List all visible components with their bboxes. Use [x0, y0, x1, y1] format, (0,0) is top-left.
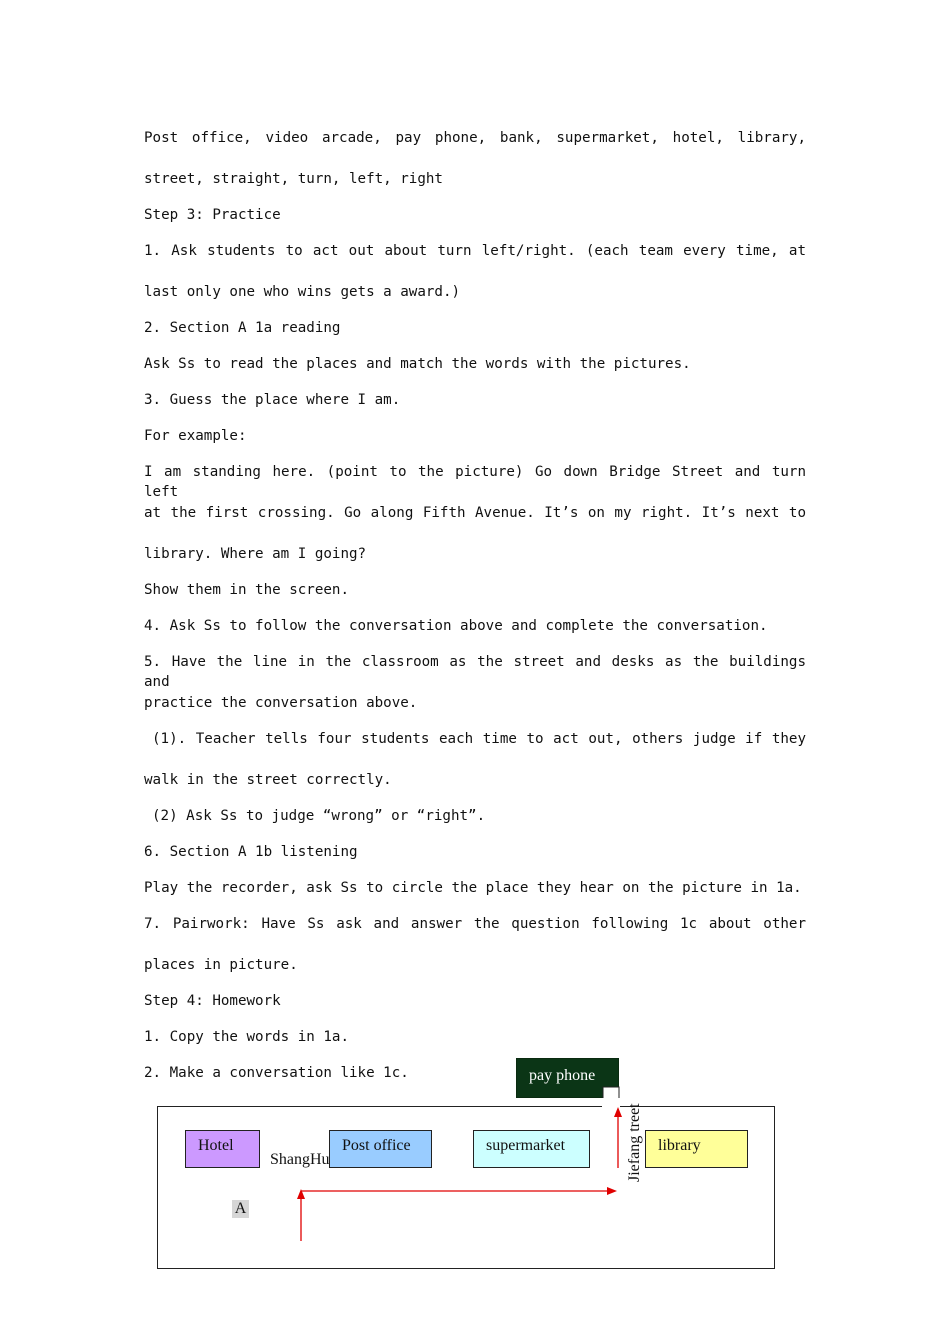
library-box: library — [645, 1130, 748, 1168]
text-line: library. Where am I going? — [144, 546, 367, 562]
section-heading: Step 3: Practice — [144, 207, 281, 223]
text-line: Post office, video arcade, pay phone, bank, supermarket, hotel, library, — [144, 130, 806, 146]
supermarket-box: supermarket — [473, 1130, 590, 1168]
post-office-box: Post office — [329, 1130, 432, 1168]
text-line: 7. Pairwork: Have Ss ask and answer the question following 1c about other — [144, 916, 806, 932]
text-line: 4. Ask Ss to follow the conversation above and complete the conversation. — [144, 618, 768, 634]
text-line: walk in the street correctly. — [144, 772, 392, 788]
street-label: ShangHu — [270, 1151, 330, 1168]
text-line: practice the conversation above. — [144, 695, 418, 711]
text-line: For example: — [144, 428, 247, 444]
text-line: 6. Section A 1b listening — [144, 844, 358, 860]
text-line: places in picture. — [144, 957, 298, 973]
text-line: last only one who wins gets a award.) — [144, 284, 461, 300]
text-line: 5. Have the line in the classroom as the street and desks as the buildings and — [144, 654, 806, 690]
text-line: 2. Section A 1a reading — [144, 320, 341, 336]
text-line: street, straight, turn, left, right — [144, 171, 443, 187]
text-line: 1. Ask students to act out about turn left/right. (each team every time, at — [144, 243, 806, 259]
hotel-box: Hotel — [185, 1130, 260, 1168]
vertical-street-label: Jiefang treet — [626, 1103, 643, 1182]
text-line: Play the recorder, ask Ss to circle the place they hear on the picture in 1a. — [144, 880, 802, 896]
text-line: I am standing here. (point to the picture) Go down Bridge Street and turn left — [144, 464, 806, 500]
pay-phone-box: pay phone — [516, 1058, 619, 1098]
section-heading: Step 4: Homework — [144, 993, 281, 1009]
text-line: 2. Make a conversation like 1c. — [144, 1065, 409, 1081]
text-line: 3. Guess the place where I am. — [144, 392, 401, 408]
text-line: at the first crossing. Go along Fifth Avenue. It’s on my right. It’s next to — [144, 505, 806, 521]
text-line: (2) Ask Ss to judge “wrong” or “right”. — [152, 808, 486, 824]
text-line: (1). Teacher tells four students each time to act out, others judge if they — [152, 731, 806, 747]
position-marker: A — [232, 1200, 249, 1218]
text-line: Show them in the screen. — [144, 582, 349, 598]
text-line: Ask Ss to read the places and match the words with the pictures. — [144, 356, 691, 372]
text-line: 1. Copy the words in 1a. — [144, 1029, 349, 1045]
arrowhead-right-icon — [607, 1187, 617, 1195]
